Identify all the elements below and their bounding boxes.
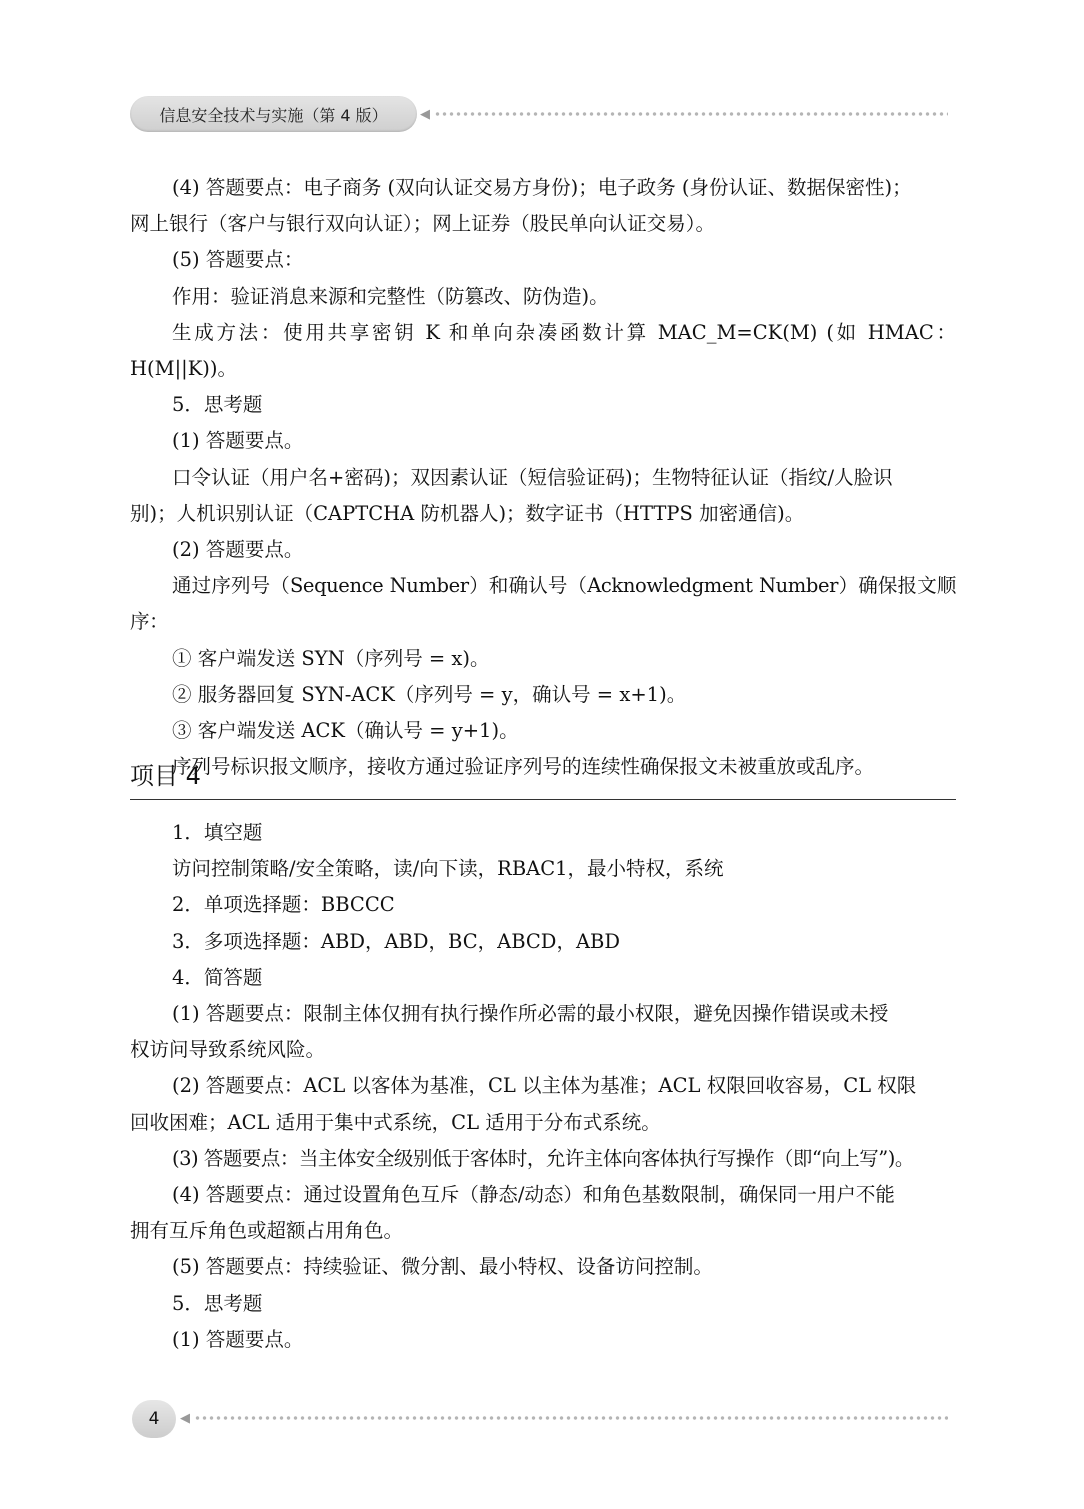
paragraph: ② 服务器回复 SYN-ACK（序列号 = y，确认号 = x+1)。 bbox=[172, 682, 687, 706]
page-number: 4 bbox=[148, 1409, 160, 1429]
paragraph: 口令认证（用户名+密码)；双因素认证（短信验证码)；生物特征认证（指纹/人脸识 bbox=[172, 465, 893, 489]
paragraph: (5) 答题要点：持续验证、微分割、最小特权、设备访问控制。 bbox=[172, 1255, 713, 1279]
paragraph: 回收困难；ACL 适用于集中式系统，CL 适用于分布式系统。 bbox=[130, 1110, 661, 1134]
section-title-text: 项目 4 bbox=[130, 762, 201, 790]
paragraph: 访问控制策略/安全策略，读/向下读，RBAC1，最小特权，系统 bbox=[172, 857, 724, 881]
header-arrow-icon: ◀ bbox=[420, 107, 430, 122]
paragraph: (3) 答题要点：当主体安全级别低于客体时，允许主体向客体执行写操作（即“向上写”)。 bbox=[172, 1146, 914, 1170]
paragraph: 1．填空题 bbox=[172, 821, 263, 844]
paragraph: (1) 答题要点。 bbox=[172, 1327, 304, 1351]
paragraph: 5．思考题 bbox=[172, 1291, 263, 1315]
footer-arrow-icon: ◀ bbox=[180, 1411, 190, 1426]
paragraph: 生成方法：使用共享密钥 K 和单向杂凑函数计算 MAC_M=CK(M) (如 HMAC：H(M||K))。 bbox=[130, 320, 956, 381]
paragraph: 2．单项选择题：BBCCC bbox=[172, 893, 395, 917]
header-dotted-rule bbox=[434, 112, 948, 116]
paragraph: (2) 答题要点：ACL 以客体为基准，CL 以主体为基准；ACL 权限回收容易，CL 权限 bbox=[172, 1074, 917, 1098]
paragraph: 作用：验证消息来源和完整性（防篡改、防伪造)。 bbox=[172, 284, 609, 308]
paragraph: (4) 答题要点：通过设置角色互斥（静态/动态）和角色基数限制，确保同一用户不能 bbox=[172, 1183, 895, 1207]
paragraph: 权访问导致系统风险。 bbox=[130, 1038, 326, 1062]
paragraph: 别)；人机识别认证（CAPTCHA 防机器人)；数字证书（HTTPS 加密通信)。 bbox=[130, 501, 805, 525]
paragraph: ① 客户端发送 SYN（序列号 = x)。 bbox=[172, 646, 490, 670]
paragraph: 通过序列号（Sequence Number）和确认号（Acknowledgment Number）确保报文顺序： bbox=[130, 574, 956, 634]
paragraph: (1) 答题要点。 bbox=[172, 429, 304, 453]
paragraph: 序列号标识报文顺序，接收方通过验证序列号的连续性确保报文未被重放或乱序。 bbox=[172, 755, 875, 779]
paragraph: 4．简答题 bbox=[172, 965, 263, 989]
paragraph: 3．多项选择题：ABD，ABD，BC，ABCD，ABD bbox=[172, 929, 620, 953]
answer-text-block-2 bbox=[130, 815, 956, 1358]
answer-text-block-1 bbox=[130, 170, 956, 785]
book-title: 信息安全技术与实施（第 4 版） bbox=[159, 105, 388, 125]
paragraph: 拥有互斥角色或超额占用角色。 bbox=[130, 1219, 404, 1243]
running-header-tab bbox=[130, 96, 417, 132]
paragraph: 5．思考题 bbox=[172, 393, 263, 417]
paragraph: ③ 客户端发送 ACK（确认号 = y+1)。 bbox=[172, 719, 519, 743]
footer-dotted-rule bbox=[194, 1416, 948, 1420]
paragraph: (1) 答题要点：限制主体仅拥有执行操作所必需的最小权限，避免因操作错误或未授 bbox=[172, 1002, 889, 1026]
paragraph: (4) 答题要点：电子商务 (双向认证交易方身份)；电子政务 (身份认证、数据保密性)； bbox=[172, 176, 912, 199]
paragraph: (2) 答题要点。 bbox=[172, 538, 304, 562]
paragraph: (5) 答题要点： bbox=[172, 248, 304, 272]
section-title bbox=[130, 756, 956, 800]
paragraph: 网上银行（客户与银行双向认证）；网上证券（股民单向认证交易）。 bbox=[130, 212, 716, 236]
page-number-badge bbox=[132, 1400, 176, 1438]
